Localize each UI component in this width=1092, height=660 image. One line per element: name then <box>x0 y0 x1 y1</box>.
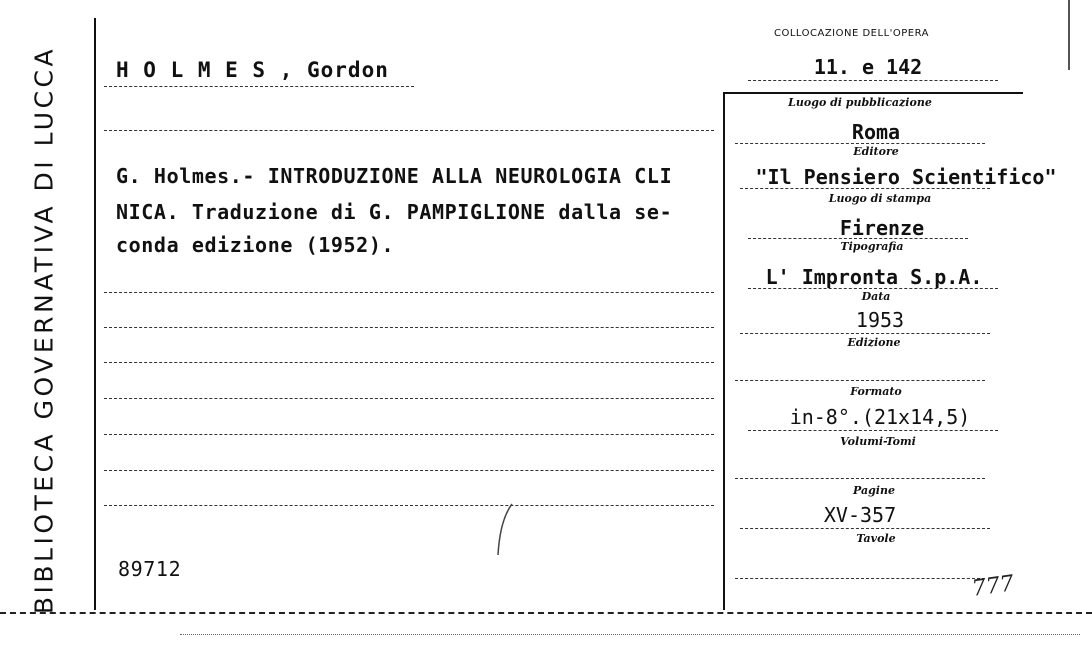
bottom-rule <box>0 612 1092 614</box>
blank-rule-4 <box>104 362 714 363</box>
field-rule-data <box>740 333 990 334</box>
field-label-luogo-stampa: Luogo di stampa <box>828 192 932 205</box>
bottom-rule-faint <box>180 634 1080 635</box>
field-value-pagine: XV-357 <box>823 503 897 527</box>
field-label-pagine: Pagine <box>853 484 895 497</box>
field-label-luogo-pubblicazione: Luogo di pubblicazione <box>788 96 932 109</box>
field-rule-volumi-tomi <box>735 478 985 479</box>
field-rule-pagine <box>740 528 990 529</box>
inventory-number: 89712 <box>118 557 182 581</box>
author-name: H O L M E S , Gordon <box>116 58 389 82</box>
title-line-3: conda edizione (1952). <box>116 233 395 257</box>
field-label-data: Data <box>861 290 891 303</box>
field-rule-tavole <box>735 578 985 579</box>
field-label-volumi-tomi: Volumi-Tomi <box>840 435 916 448</box>
field-label-tavole: Tavole <box>856 532 896 545</box>
field-rule-editore <box>740 188 990 189</box>
handwritten-scribble: 777 <box>970 571 1016 602</box>
left-margin-rule <box>94 18 96 610</box>
blank-rule-3 <box>104 327 714 328</box>
blank-rule-6 <box>104 434 714 435</box>
blank-rule-5 <box>104 398 714 399</box>
collocation-value: 11. e 142 <box>813 55 923 79</box>
field-label-edizione: Edizione <box>847 336 901 349</box>
field-rule-formato <box>748 430 998 431</box>
right-column-rule <box>723 92 725 610</box>
title-line-1: G. Holmes.- INTRODUZIONE ALLA NEUROLOGIA CLI <box>116 164 673 188</box>
collocation-header: COLLOCAZIONE DELL'OPERA <box>774 28 929 39</box>
blank-rule-2 <box>104 292 714 293</box>
field-value-tipografia: L' Impronta S.p.A. <box>765 265 983 289</box>
collocation-underline <box>748 80 998 81</box>
blank-rule-7 <box>104 470 714 471</box>
title-line-2: NICA. Traduzione di G. PAMPIGLIONE dalla se- <box>116 200 673 224</box>
field-label-formato: Formato <box>850 385 902 398</box>
field-rule-luogo-stampa <box>748 238 968 239</box>
field-value-editore: "Il Pensiero Scientifico" <box>755 165 1057 189</box>
pencil-stroke-mark <box>490 500 520 560</box>
field-rule-edizione <box>735 380 985 381</box>
author-underline <box>104 86 414 87</box>
field-label-tipografia: Tipografia <box>840 240 904 253</box>
field-value-luogo-pubblicazione: Roma <box>851 120 901 144</box>
field-rule-luogo-pubblicazione <box>735 143 985 144</box>
right-edge-rule <box>1068 0 1070 70</box>
field-label-editore: Editore <box>853 145 899 158</box>
library-name-vertical: BIBLIOTECA GOVERNATIVA DI LUCCA <box>29 45 59 615</box>
blank-rule-1 <box>104 130 714 131</box>
field-rule-tipografia <box>748 288 998 289</box>
field-value-luogo-stampa: Firenze <box>839 216 925 240</box>
field-value-data: 1953 <box>855 308 905 332</box>
blank-rule-8 <box>104 505 714 506</box>
field-value-formato: in-8°.(21x14,5) <box>789 405 971 429</box>
right-column-top-rule <box>723 92 1023 94</box>
